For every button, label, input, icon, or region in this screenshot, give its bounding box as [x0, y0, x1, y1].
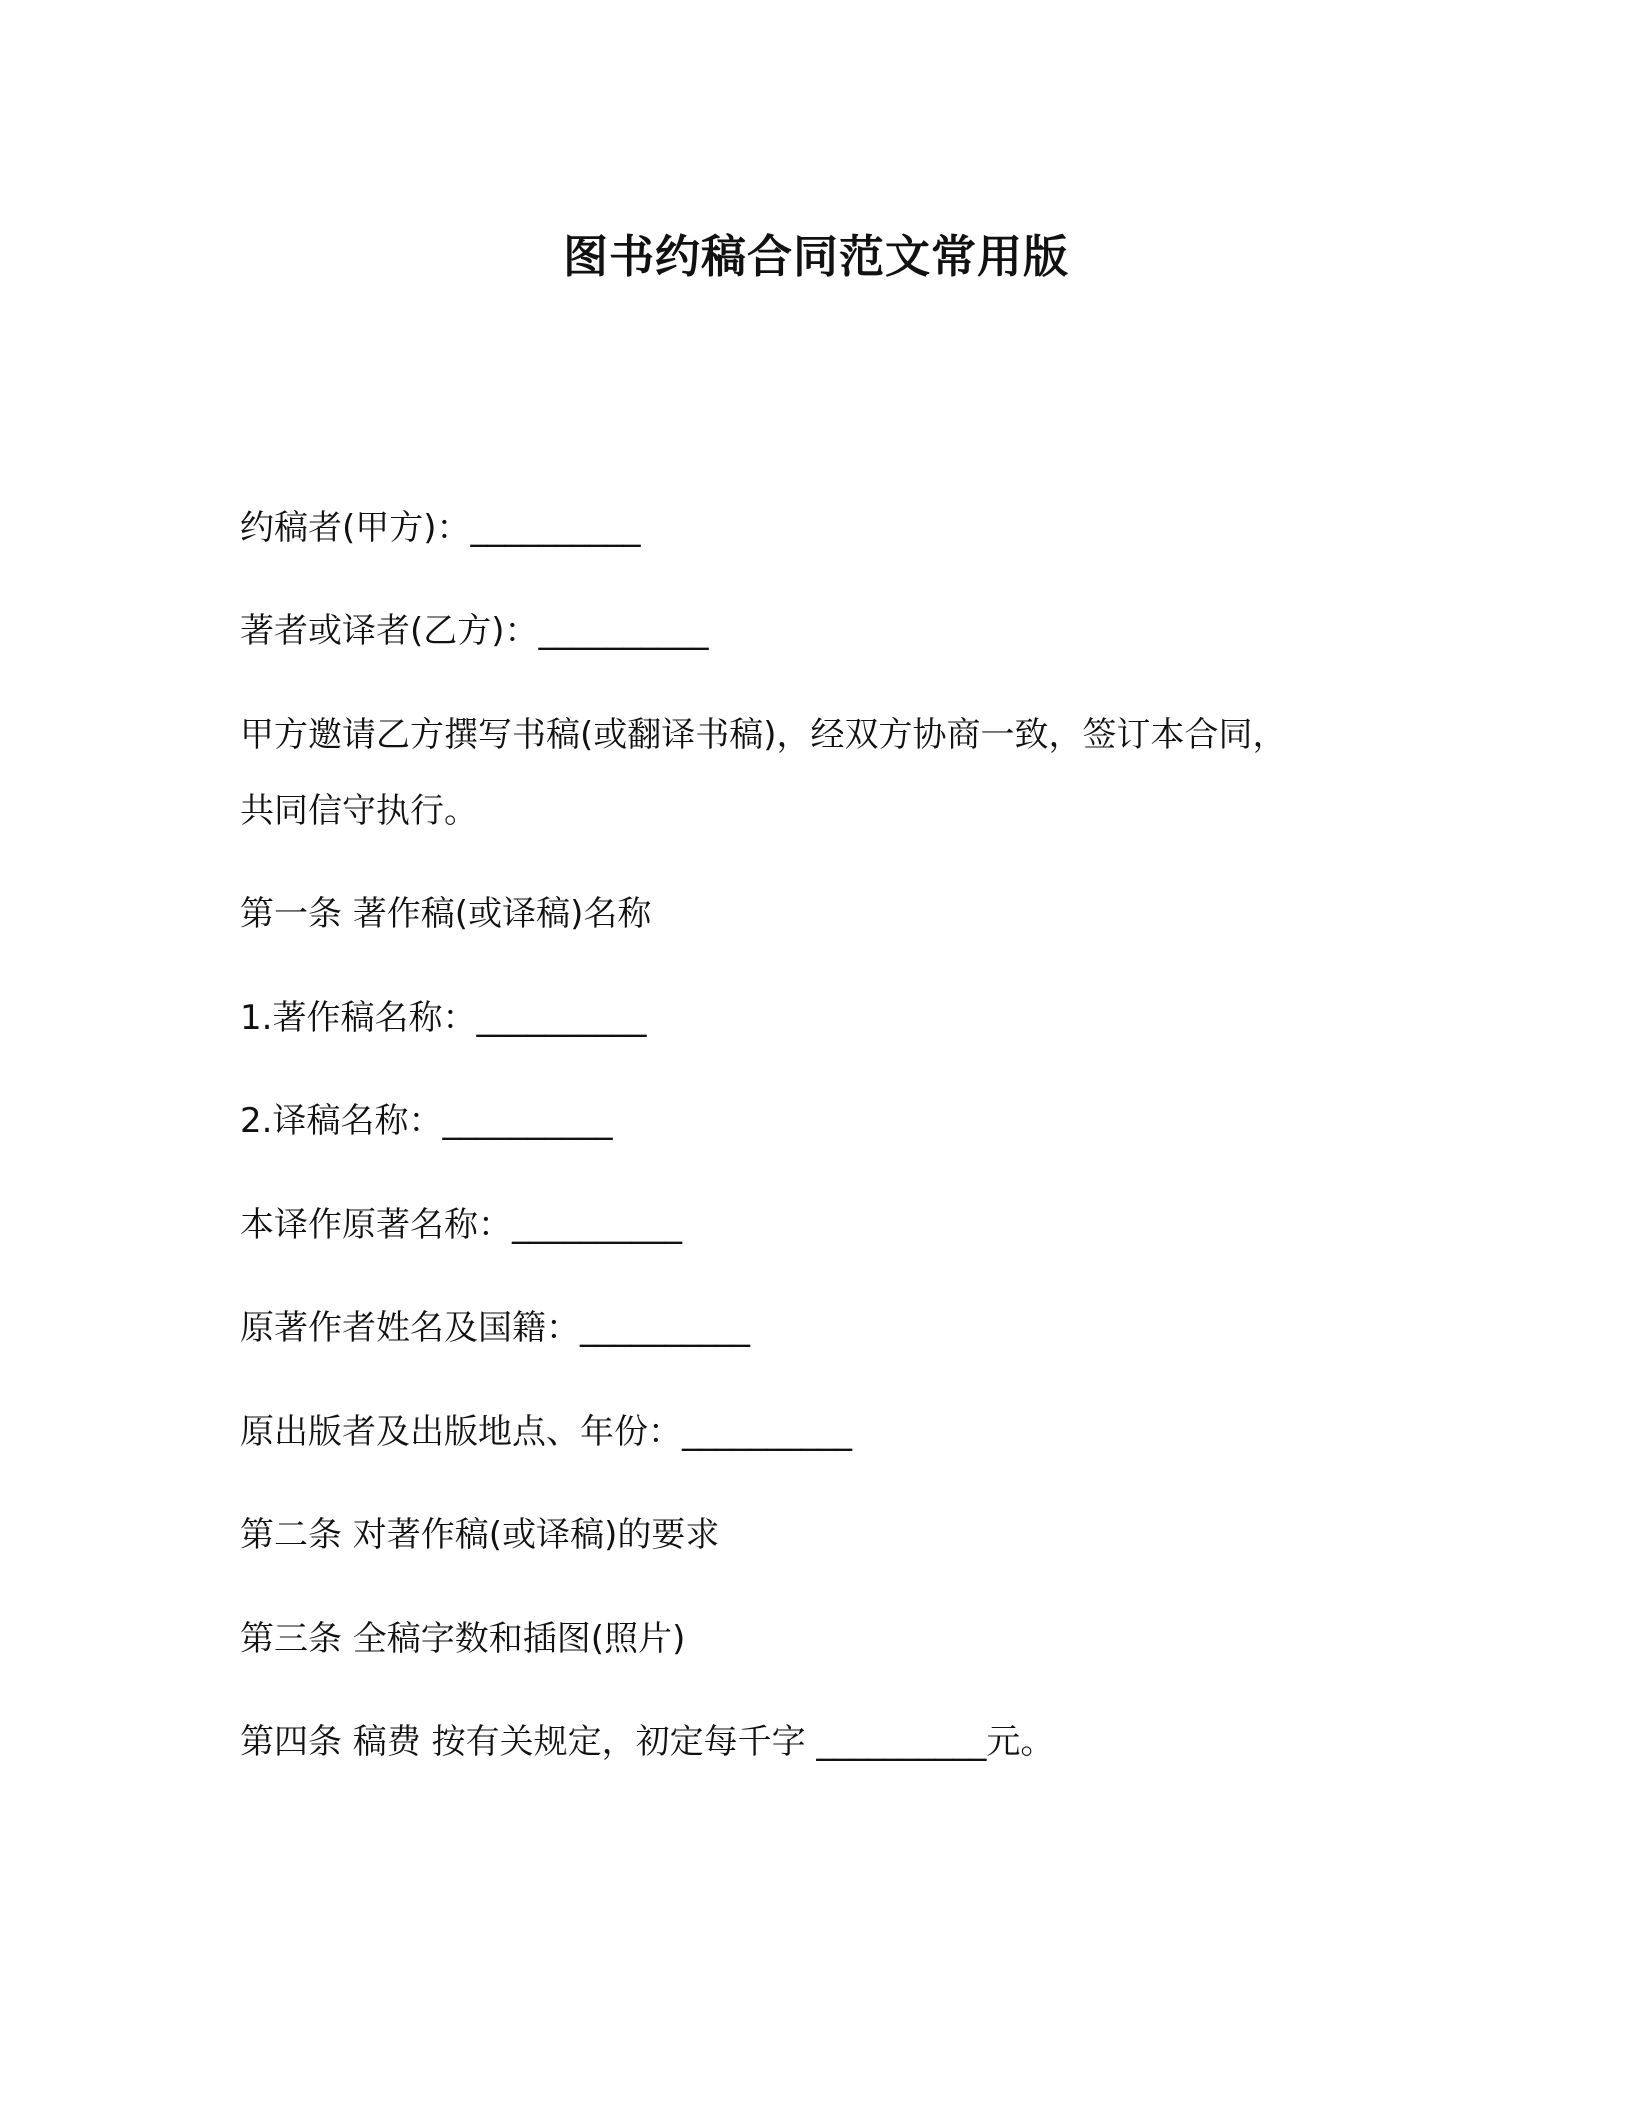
- work-name-line: 1.著作稿名称：__________: [240, 998, 647, 1038]
- original-work-name-line: 本译作原著名称：__________: [240, 1205, 682, 1245]
- article-1-heading: 第一条 著作稿(或译稿)名称: [240, 894, 652, 934]
- party-b-line: 著者或译者(乙方)：__________: [240, 611, 709, 651]
- intro-paragraph-line-1: 甲方邀请乙方撰写书稿(或翻译书稿)，经双方协商一致，签订本合同，: [240, 715, 1287, 755]
- article-4-heading: 第四条 稿费 按有关规定，初定每千字 __________元。: [240, 1722, 1055, 1762]
- original-author-line: 原著作者姓名及国籍：__________: [240, 1308, 750, 1348]
- article-3-heading: 第三条 全稿字数和插图(照片): [240, 1619, 686, 1659]
- article-2-heading: 第二条 对著作稿(或译稿)的要求: [240, 1515, 720, 1555]
- intro-paragraph-line-2: 共同信守执行。: [240, 791, 478, 831]
- original-publisher-line: 原出版者及出版地点、年份：__________: [240, 1412, 852, 1452]
- document-title: 图书约稿合同范文常用版: [562, 230, 1069, 283]
- translation-name-line: 2.译稿名称：__________: [240, 1101, 613, 1141]
- party-a-line: 约稿者(甲方)：__________: [240, 508, 641, 548]
